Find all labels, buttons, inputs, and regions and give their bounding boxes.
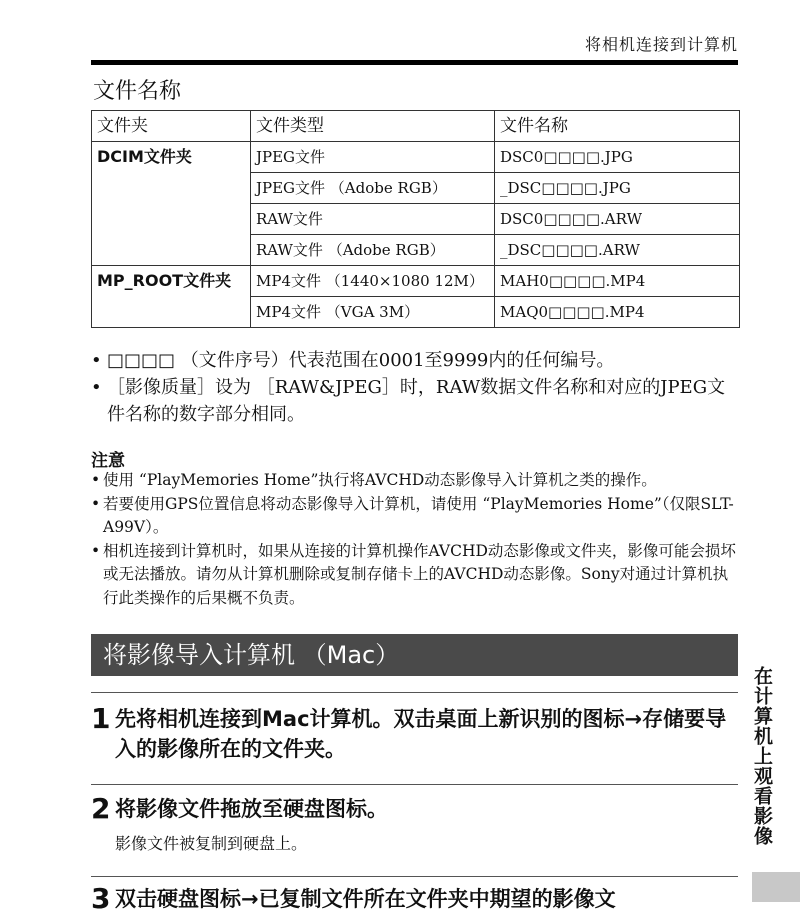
table-header-row	[92, 111, 740, 142]
filename-cell: DSC0□□□□.ARW	[495, 204, 740, 235]
filename-cell: MAQ0□□□□.MP4	[495, 297, 740, 328]
section-banner: 将影像导入计算机 （Mac）	[91, 634, 738, 676]
table-row	[92, 266, 740, 297]
step-number: 3	[91, 882, 111, 915]
note-item: • 相机连接到计算机时，如果从连接的计算机操作AVCHD动态影像或文件夹，影像可能会损坏或无法播放。请勿从计算机删除或复制存储卡上的AVCHD动态影像。Sony对通过计算机执行此类操作的后果概不负责。	[91, 540, 741, 611]
step-divider	[91, 692, 738, 693]
type-cell: RAW文件 （Adobe RGB）	[251, 235, 495, 266]
table-row	[92, 142, 740, 173]
step-number: 1	[91, 702, 111, 735]
note-title: 注意	[91, 451, 125, 471]
note-item: • 若要使用GPS位置信息将动态影像导入计算机，请使用 “PlayMemories Home”（仅限SLT-A99V）。	[91, 493, 741, 540]
step-1	[91, 704, 741, 764]
step-text: 将影像文件拖放至硬盘图标。	[115, 797, 388, 821]
step-2	[91, 794, 741, 856]
list-item: • ［影像质量］设为 ［RAW&JPEG］时，RAW数据文件名称和对应的JPEG文件名称的数字部分相同。	[91, 374, 731, 428]
note-list	[91, 469, 741, 610]
side-tab-marker	[752, 872, 800, 902]
step-number: 2	[91, 792, 111, 825]
column-header: 文件夹	[92, 111, 251, 142]
type-cell: MP4文件 （1440×1080 12M）	[251, 266, 495, 297]
filename-cell: MAH0□□□□.MP4	[495, 266, 740, 297]
step-divider	[91, 876, 738, 877]
type-cell: MP4文件 （VGA 3M）	[251, 297, 495, 328]
filename-cell: DSC0□□□□.JPG	[495, 142, 740, 173]
column-header: 文件类型	[251, 111, 495, 142]
step-text: 先将相机连接到Mac计算机。双击桌面上新识别的图标→存储要导入的影像所在的文件夹。	[115, 707, 727, 761]
page-header-title: 将相机连接到计算机	[584, 35, 738, 54]
step-text: 双击硬盘图标→已复制文件所在文件夹中期望的影像文	[115, 887, 616, 911]
type-cell: JPEG文件 （Adobe RGB）	[251, 173, 495, 204]
file-name-table	[91, 110, 740, 328]
folder-cell: MP_ROOT文件夹	[92, 266, 251, 328]
step-3	[91, 884, 741, 914]
filename-cell: _DSC□□□□.ARW	[495, 235, 740, 266]
note-item: • 使用 “PlayMemories Home”执行将AVCHD动态影像导入计算机之类的操作。	[91, 469, 741, 493]
step-subtext: 影像文件被复制到硬盘上。	[115, 834, 308, 853]
step-divider	[91, 784, 738, 785]
filename-cell: _DSC□□□□.JPG	[495, 173, 740, 204]
explanation-list	[91, 347, 731, 428]
header-rule	[91, 60, 738, 65]
section-title: 文件名称	[93, 79, 182, 104]
column-header: 文件名称	[495, 111, 740, 142]
type-cell: JPEG文件	[251, 142, 495, 173]
folder-cell: DCIM文件夹	[92, 142, 251, 266]
side-tab-label: 在计算机上观看影像	[751, 666, 773, 846]
list-item: • □□□□ （文件序号）代表范围在0001至9999内的任何编号。	[91, 347, 731, 374]
type-cell: RAW文件	[251, 204, 495, 235]
